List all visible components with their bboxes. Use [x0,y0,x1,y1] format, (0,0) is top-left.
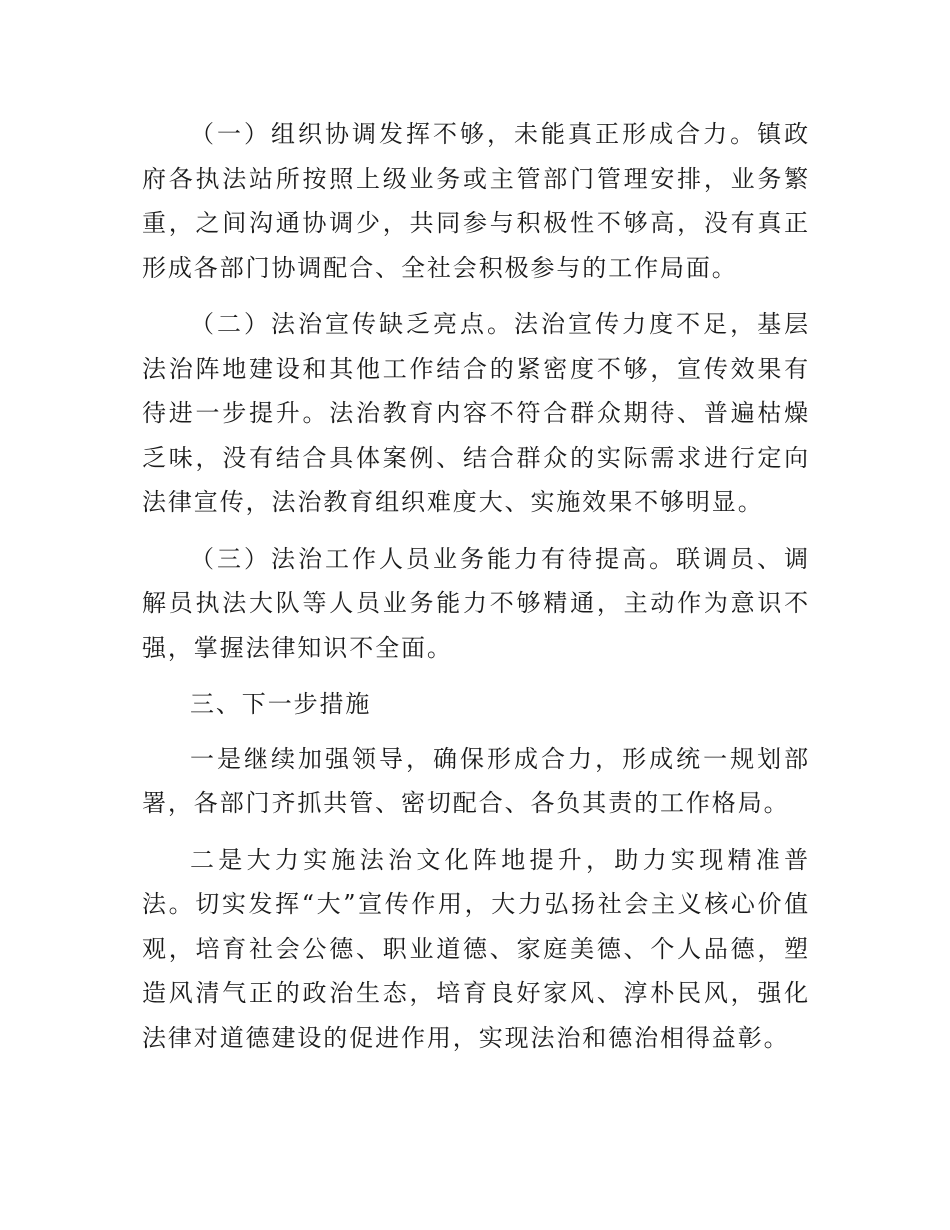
paragraph-coordination-issue: （一）组织协调发挥不够，未能真正形成合力。镇政府各执法站所按照上级业务或主管部门管理安排，业务繁重，之间沟通协调少，共同参与积极性不够高，没有真正形成各部门协调配合、全社会积极参与的工作局面。 [142,120,810,282]
document-body [142,112,810,1072]
paragraph-measure-culture: 二是大力实施法治文化阵地提升，助力实现精准普法。切实发挥“大”宣传作用，大力弘扬社会主义核心价值观，培育社会公德、职业道德、家庭美德、个人品德，塑造风清气正的政治生态，培育良好家风、淳朴民风，强化法律对道德建设的促进作用，实现法治和德治相得益彰。 [142,845,810,1052]
paragraph-measure-leadership: 一是继续加强领导，确保形成合力，形成统一规划部署，各部门齐抓共管、密切配合、各负其责的工作格局。 [142,744,810,817]
paragraph-staff-capability-issue: （三）法治工作人员业务能力有待提高。联调员、调解员执法大队等人员业务能力不够精通，主动作为意识不强，掌握法律知识不全面。 [142,544,810,662]
section-heading-next-steps: 三、下一步措施 [190,690,372,718]
paragraph-publicity-issue: （二）法治宣传缺乏亮点。法治宣传力度不足，基层法治阵地建设和其他工作结合的紧密度不够，宣传效果有待进一步提升。法治教育内容不符合群众期待、普遍枯燥乏味，没有结合具体案例、结合群众的实际需求进行定向法律宣传，法治教育组织难度大、实施效果不够明显。 [142,310,810,516]
